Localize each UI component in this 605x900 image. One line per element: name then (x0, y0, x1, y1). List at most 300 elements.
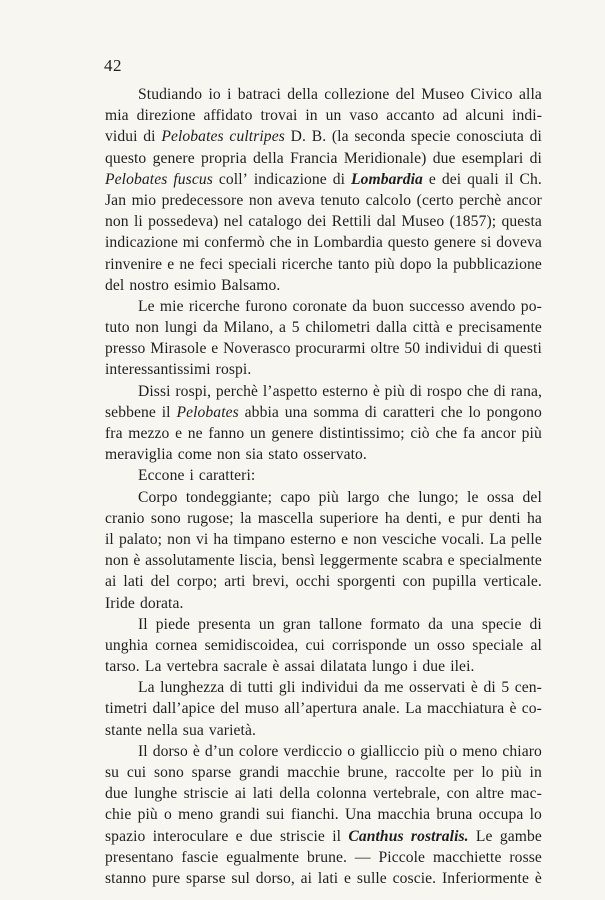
word: timetri (105, 700, 148, 718)
body-text (105, 84, 542, 889)
word: io (208, 86, 221, 103)
word: brune, (347, 764, 388, 781)
word: del (522, 488, 542, 506)
word: sono (154, 764, 184, 781)
word: accanto (386, 107, 435, 125)
word: ricerche (188, 297, 240, 315)
word: che (269, 234, 292, 252)
word: muso (244, 700, 279, 718)
word: e (445, 319, 453, 337)
word: superiore (319, 509, 379, 527)
text-line (105, 84, 542, 105)
word: di (529, 615, 542, 633)
word: spazio (105, 827, 146, 845)
word: stato (268, 446, 299, 464)
word: lo (529, 806, 542, 824)
text-line (105, 338, 542, 359)
word: in (296, 234, 309, 252)
word: più (501, 764, 522, 781)
word: coscie. (392, 869, 437, 887)
text-line (105, 741, 542, 762)
word: è (372, 382, 380, 400)
word: rostralis. (410, 827, 469, 845)
word: pongono (486, 403, 542, 421)
word: pupilla (432, 573, 477, 591)
word: Francia (290, 149, 338, 167)
word: fa (462, 425, 476, 442)
word: chilometri (305, 319, 371, 337)
text-line (105, 105, 542, 126)
word: Jan (105, 191, 127, 209)
word: da (352, 297, 368, 315)
word: buon (372, 297, 405, 315)
text-line (105, 465, 542, 486)
word: gambe (499, 827, 542, 845)
word: capo (280, 488, 311, 506)
word: fascie (181, 848, 219, 866)
word: indicazione (253, 170, 327, 188)
word: caratteri: (198, 467, 256, 485)
word: due (105, 785, 128, 803)
word: non (105, 213, 129, 231)
text-line (105, 126, 542, 147)
word: è (133, 552, 141, 570)
word: e (344, 869, 352, 887)
word: il (332, 827, 342, 845)
word: si (480, 234, 492, 252)
word: e (341, 530, 349, 548)
word: osso (436, 636, 466, 654)
word: sebbene (105, 403, 156, 421)
word: ricerche (281, 255, 333, 273)
word: un (413, 636, 430, 654)
word: me (384, 679, 404, 697)
text-line (105, 211, 542, 232)
word: seconda (354, 128, 406, 146)
word: tallone (318, 615, 362, 633)
text-line (105, 698, 542, 719)
word: sparse (191, 764, 232, 781)
word: tarso. (105, 658, 140, 676)
word: pelle (511, 530, 542, 548)
word: è (534, 869, 542, 887)
text-line (105, 508, 542, 529)
word: un (258, 615, 275, 633)
word: interessantissimi (105, 361, 211, 379)
word: vertebra (166, 658, 219, 676)
word: tenuto (320, 191, 360, 209)
word: palato; (118, 530, 163, 548)
word: La (489, 530, 506, 548)
word: conosciuta (456, 128, 524, 146)
word: Il (138, 615, 148, 633)
word: predecessore (161, 191, 244, 209)
word: colonna (316, 785, 367, 803)
word: e (211, 340, 219, 358)
word: Iride (105, 594, 135, 612)
word: gli (278, 679, 296, 697)
word: sporgenti (337, 573, 396, 591)
word: pure (152, 869, 181, 887)
word: affidato (203, 107, 253, 125)
text-line (105, 783, 542, 804)
word: non (353, 530, 377, 548)
word: presentano (105, 848, 174, 866)
word: mio (131, 191, 157, 209)
word: occupa (478, 806, 524, 824)
word: ossa (486, 488, 515, 506)
word: corpo; (176, 573, 218, 591)
word: presenta (198, 615, 251, 633)
word: la (240, 509, 252, 527)
word: piede (155, 615, 191, 633)
word: Museo (401, 213, 445, 231)
word: del (395, 86, 415, 103)
word: della (253, 149, 284, 167)
text-line (105, 254, 542, 275)
word: più (374, 255, 395, 273)
word: l’aspetto (262, 382, 318, 400)
word: più (384, 382, 405, 400)
word: cornea (155, 636, 198, 654)
word: in (305, 107, 318, 125)
word: di (409, 382, 423, 400)
word: Balsamo. (221, 276, 281, 294)
word: specie (410, 128, 451, 146)
word: dei (441, 170, 462, 188)
word: lati (123, 573, 144, 591)
word: lunghe (134, 785, 178, 803)
word: più (521, 425, 542, 442)
word: esimio (173, 276, 217, 294)
word: ha (384, 509, 400, 527)
word: macchiette (432, 848, 502, 866)
word: genere (271, 425, 314, 442)
word: abbia (244, 403, 279, 421)
word: direzione (136, 107, 196, 125)
word: vesciche (381, 530, 437, 548)
word: da (203, 319, 218, 337)
text-line (105, 317, 542, 338)
word: due (432, 149, 456, 167)
word: tondeggiante; (185, 488, 273, 506)
word: dilatata (320, 658, 367, 676)
word: vocali. (441, 530, 485, 548)
word: mac- (510, 785, 542, 803)
word: due (249, 827, 273, 845)
text-line (105, 762, 542, 783)
word: mezzo (128, 425, 170, 442)
word: individui (301, 679, 359, 697)
word: po- (520, 297, 542, 315)
word: denti, (406, 509, 442, 527)
word: Pelobates (105, 170, 168, 188)
word: perchè (459, 191, 502, 209)
word: sia (245, 446, 264, 464)
word: timpano (233, 530, 286, 548)
word: ai (300, 869, 313, 887)
word: o (164, 806, 172, 824)
word: distintissimo; (319, 425, 405, 442)
word: questi (504, 340, 542, 358)
word: Meridionale) (343, 149, 427, 167)
word: sua (182, 721, 204, 739)
word: Le (475, 827, 493, 845)
word: occhi (295, 573, 331, 591)
word: La (405, 700, 422, 718)
word: della (287, 86, 318, 103)
text-line (105, 804, 542, 825)
word: da (428, 615, 444, 633)
word: che (466, 382, 489, 400)
word: mia (105, 107, 129, 125)
word: più (137, 806, 158, 824)
word: e (167, 255, 175, 273)
word: egualmente (226, 848, 300, 866)
word: ancor (480, 425, 517, 442)
word: — (354, 848, 371, 866)
word: sparse (186, 869, 226, 887)
word: due (422, 658, 446, 676)
word: genere (433, 234, 477, 252)
word: denti (488, 509, 521, 527)
word: possedeva) (148, 213, 219, 231)
word: di (529, 149, 542, 167)
text-line (105, 190, 542, 211)
word: esterno (290, 530, 336, 548)
word: li (133, 213, 143, 231)
word: non (105, 552, 129, 570)
word: genere (152, 149, 195, 167)
word: alla (518, 86, 542, 103)
word: Corpo (138, 488, 178, 506)
word: di (364, 403, 378, 421)
page-number: 42 (104, 56, 122, 75)
text-line (105, 487, 542, 508)
word: gialliccio (360, 742, 420, 760)
word: procurarmi (295, 340, 366, 358)
word: cui (126, 764, 147, 781)
text-line (105, 826, 542, 847)
word: speciale (472, 636, 524, 654)
word: specialmente (459, 552, 542, 570)
word: leggermente (319, 552, 398, 570)
word: ancor (506, 191, 542, 209)
word: è (192, 742, 200, 760)
word: pur (461, 509, 483, 527)
word: sui (266, 806, 285, 824)
word: (la (331, 128, 349, 146)
word: su (105, 764, 120, 781)
word: corrisponde (332, 636, 407, 654)
word: grandi (219, 806, 260, 824)
word: arti (224, 573, 246, 591)
word: Il (138, 742, 148, 760)
text-line (105, 720, 542, 741)
word: mie (159, 297, 184, 315)
word: dopo (399, 255, 432, 273)
word: vi (195, 530, 209, 548)
text-line (105, 423, 542, 444)
word: dei (307, 213, 327, 231)
text-line (105, 847, 542, 868)
word: del (150, 573, 170, 591)
word: mi (182, 234, 200, 252)
word: cultripes (229, 128, 285, 146)
word: e (428, 170, 436, 188)
word: propria (201, 149, 247, 167)
word: liscia, (239, 552, 277, 570)
word: formato (370, 615, 421, 633)
word: questa (501, 213, 542, 231)
word: aveva (278, 191, 315, 209)
word: trovai (260, 107, 298, 125)
word: sacrale (223, 658, 268, 676)
word: mascella (257, 509, 314, 527)
word: che (435, 425, 458, 442)
word: La (138, 679, 155, 697)
word: di (229, 679, 243, 697)
text-line (105, 614, 542, 635)
text-line (105, 381, 542, 402)
word: sul (231, 869, 250, 887)
word: e (175, 425, 183, 442)
word: che (387, 488, 410, 506)
word: tuto (105, 319, 130, 337)
word: altre (475, 785, 504, 803)
word: macchiatura (426, 700, 505, 718)
word: da (363, 679, 379, 697)
word: per (453, 764, 474, 781)
word: macchia (377, 806, 431, 824)
word: brevi, (252, 573, 289, 591)
text-line (105, 656, 542, 677)
word: fra (105, 425, 123, 442)
word: non (167, 530, 191, 548)
word: grandi (239, 764, 280, 781)
word: semidiscoidea, (204, 636, 299, 654)
word: Canthus (348, 827, 404, 845)
word: 5 (291, 319, 300, 337)
word: cranio (105, 509, 145, 527)
word: rugose; (187, 509, 234, 527)
word: Milano, (223, 319, 274, 337)
word: un (249, 425, 266, 442)
word: coll’ (218, 170, 248, 188)
word: striscie (183, 785, 229, 803)
word: pubblicazione (453, 255, 542, 273)
word: Inferiormente (441, 869, 530, 887)
word: lo (468, 403, 481, 421)
word: lati (317, 869, 339, 887)
word: rospi. (215, 361, 252, 379)
word: rinvenire (105, 255, 163, 273)
word: rospi, (175, 382, 212, 400)
word: Rettili (331, 213, 372, 231)
word: Pelobates (161, 128, 224, 146)
word: il (105, 530, 114, 548)
word: ad (442, 107, 458, 125)
word: un (325, 107, 342, 125)
word: coronate (292, 297, 348, 315)
word: oltre (370, 340, 400, 358)
word: catalogo (248, 213, 302, 231)
word: ha (213, 530, 229, 548)
word: confermò (204, 234, 265, 252)
word: Studiando (138, 86, 203, 103)
word: individui (424, 340, 483, 358)
word: cen- (514, 679, 542, 697)
word: somma (313, 403, 359, 421)
word: osservato. (303, 446, 367, 464)
word: cui (305, 636, 325, 654)
word: successo (409, 297, 465, 315)
word: rosse (509, 848, 542, 866)
text-line (105, 444, 542, 465)
word: sono (150, 509, 181, 527)
word: del (220, 700, 240, 718)
word: quali (467, 170, 499, 188)
word: assolutamente (145, 552, 235, 570)
text-line (105, 677, 542, 698)
word: con (402, 573, 426, 591)
word: nostro (129, 276, 169, 294)
word: co- (521, 700, 542, 718)
word: bruna (436, 806, 473, 824)
word: 5 (501, 679, 510, 697)
word: di (143, 128, 156, 146)
word: del (105, 276, 125, 294)
word: non (135, 319, 160, 337)
word: d’un (204, 742, 234, 760)
word: (certo (416, 191, 454, 209)
word: come (177, 446, 212, 464)
word: dall’apice (152, 700, 215, 718)
text-line (105, 593, 542, 614)
word: unghia (105, 636, 149, 654)
word: è (509, 700, 517, 718)
word: di (493, 382, 506, 400)
word: Lombardia (351, 170, 423, 188)
text-line (105, 868, 542, 889)
word: B. (311, 128, 327, 146)
word: e (235, 827, 243, 845)
word: bensì (281, 552, 315, 570)
word: D. (290, 128, 306, 146)
word: una (451, 615, 474, 633)
word: a (279, 319, 287, 337)
word: il (504, 170, 514, 188)
word: dal (376, 213, 397, 231)
word: non (216, 446, 241, 464)
word: della (279, 785, 311, 803)
text-line (105, 402, 542, 423)
word: interoculare (152, 827, 229, 845)
word: ai (234, 785, 247, 803)
word: questo (105, 149, 147, 167)
word: vertebrale, (372, 785, 441, 803)
word: osservati (409, 679, 466, 697)
word: lungo; (418, 488, 459, 506)
word: assai (284, 658, 316, 676)
word: la (436, 255, 449, 273)
word: indicazione (105, 234, 178, 252)
word: Noverasco (223, 340, 291, 358)
word: è (272, 658, 280, 676)
word: fanno (208, 425, 245, 442)
word: in (529, 764, 542, 781)
word: è (470, 679, 478, 697)
